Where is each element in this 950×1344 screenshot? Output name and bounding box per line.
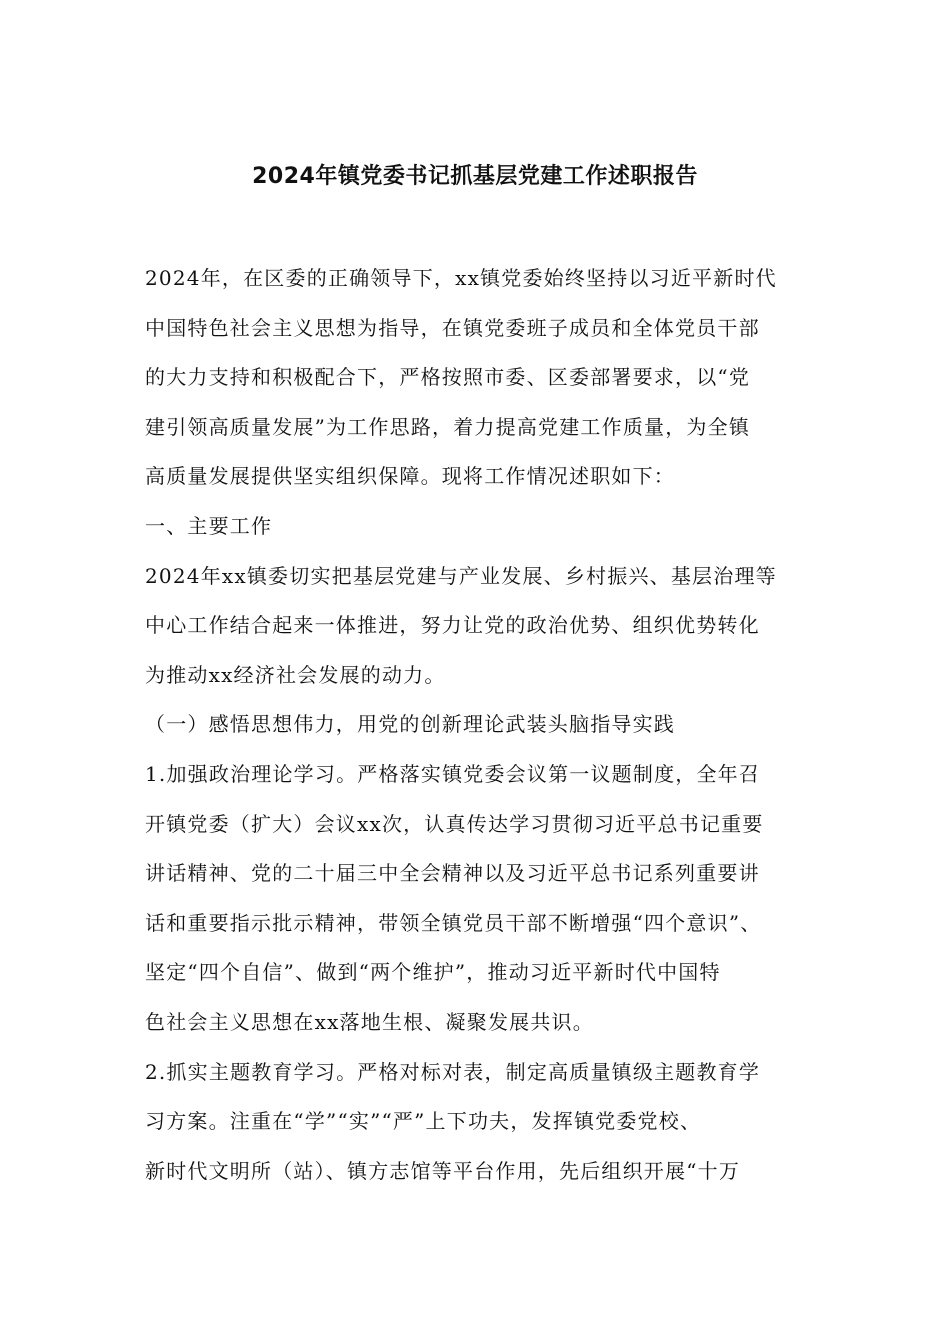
text-line: 2024年xx镇委切实把基层党建与产业发展、乡村振兴、基层治理等 [145,563,777,588]
text-line: 中国特色社会主义思想为指导，在镇党委班子成员和全体党员干部 [145,315,760,340]
item-paragraph-2 [145,1048,810,1197]
subsection-heading [145,700,810,750]
text-line: 话和重要指示批示精神，带领全镇党员干部不断增强“四个意识”、 [145,910,762,935]
text-line: 为推动xx经济社会发展的动力。 [145,662,446,687]
document-title: 2024年镇党委书记抓基层党建工作述职报告 [252,164,698,189]
text-line: 的大力支持和积极配合下，严格按照市委、区委部署要求，以“党 [145,365,751,390]
text-line: 习方案。注重在“学”“实”“严”上下功夫，发挥镇党委党校、 [145,1109,702,1134]
text-line: 建引领高质量发展”为工作思路，着力提高党建工作质量，为全镇 [145,414,751,439]
text-line: 开镇党委（扩大）会议xx次，认真传达学习贯彻习近平总书记重要 [145,811,764,836]
text-line: （一）感悟思想伟力，用党的创新理论武装头脑指导实践 [145,712,675,737]
item-paragraph-1 [145,750,810,1048]
text-line: 色社会主义思想在xx落地生根、凝聚发展共识。 [145,1009,594,1034]
text-line: 新时代文明所（站）、镇方志馆等平台作用，先后组织开展“十万 [145,1158,741,1183]
intro-paragraph [145,254,810,502]
text-line: 坚定“四个自信”、做到“两个维护”，推动习近平新时代中国特 [145,960,721,985]
section-intro-paragraph [145,552,810,701]
text-line: 中心工作结合起来一体推进，努力让党的政治优势、组织优势转化 [145,613,760,638]
text-line: 一、主要工作 [145,513,273,538]
text-line: 讲话精神、党的二十届三中全会精神以及习近平总书记系列重要讲 [145,861,760,886]
document-body [145,254,810,1196]
text-line: 2024年，在区委的正确领导下，xx镇党委始终坚持以习近平新时代 [145,266,777,290]
text-line: 1.加强政治理论学习。严格落实镇党委会议第一议题制度，全年召 [145,761,761,786]
text-line: 高质量发展提供坚实组织保障。现将工作情况述职如下： [145,464,675,489]
section-heading [145,502,810,552]
text-line: 2.抓实主题教育学习。严格对标对表，制定高质量镇级主题教育学 [145,1059,761,1084]
